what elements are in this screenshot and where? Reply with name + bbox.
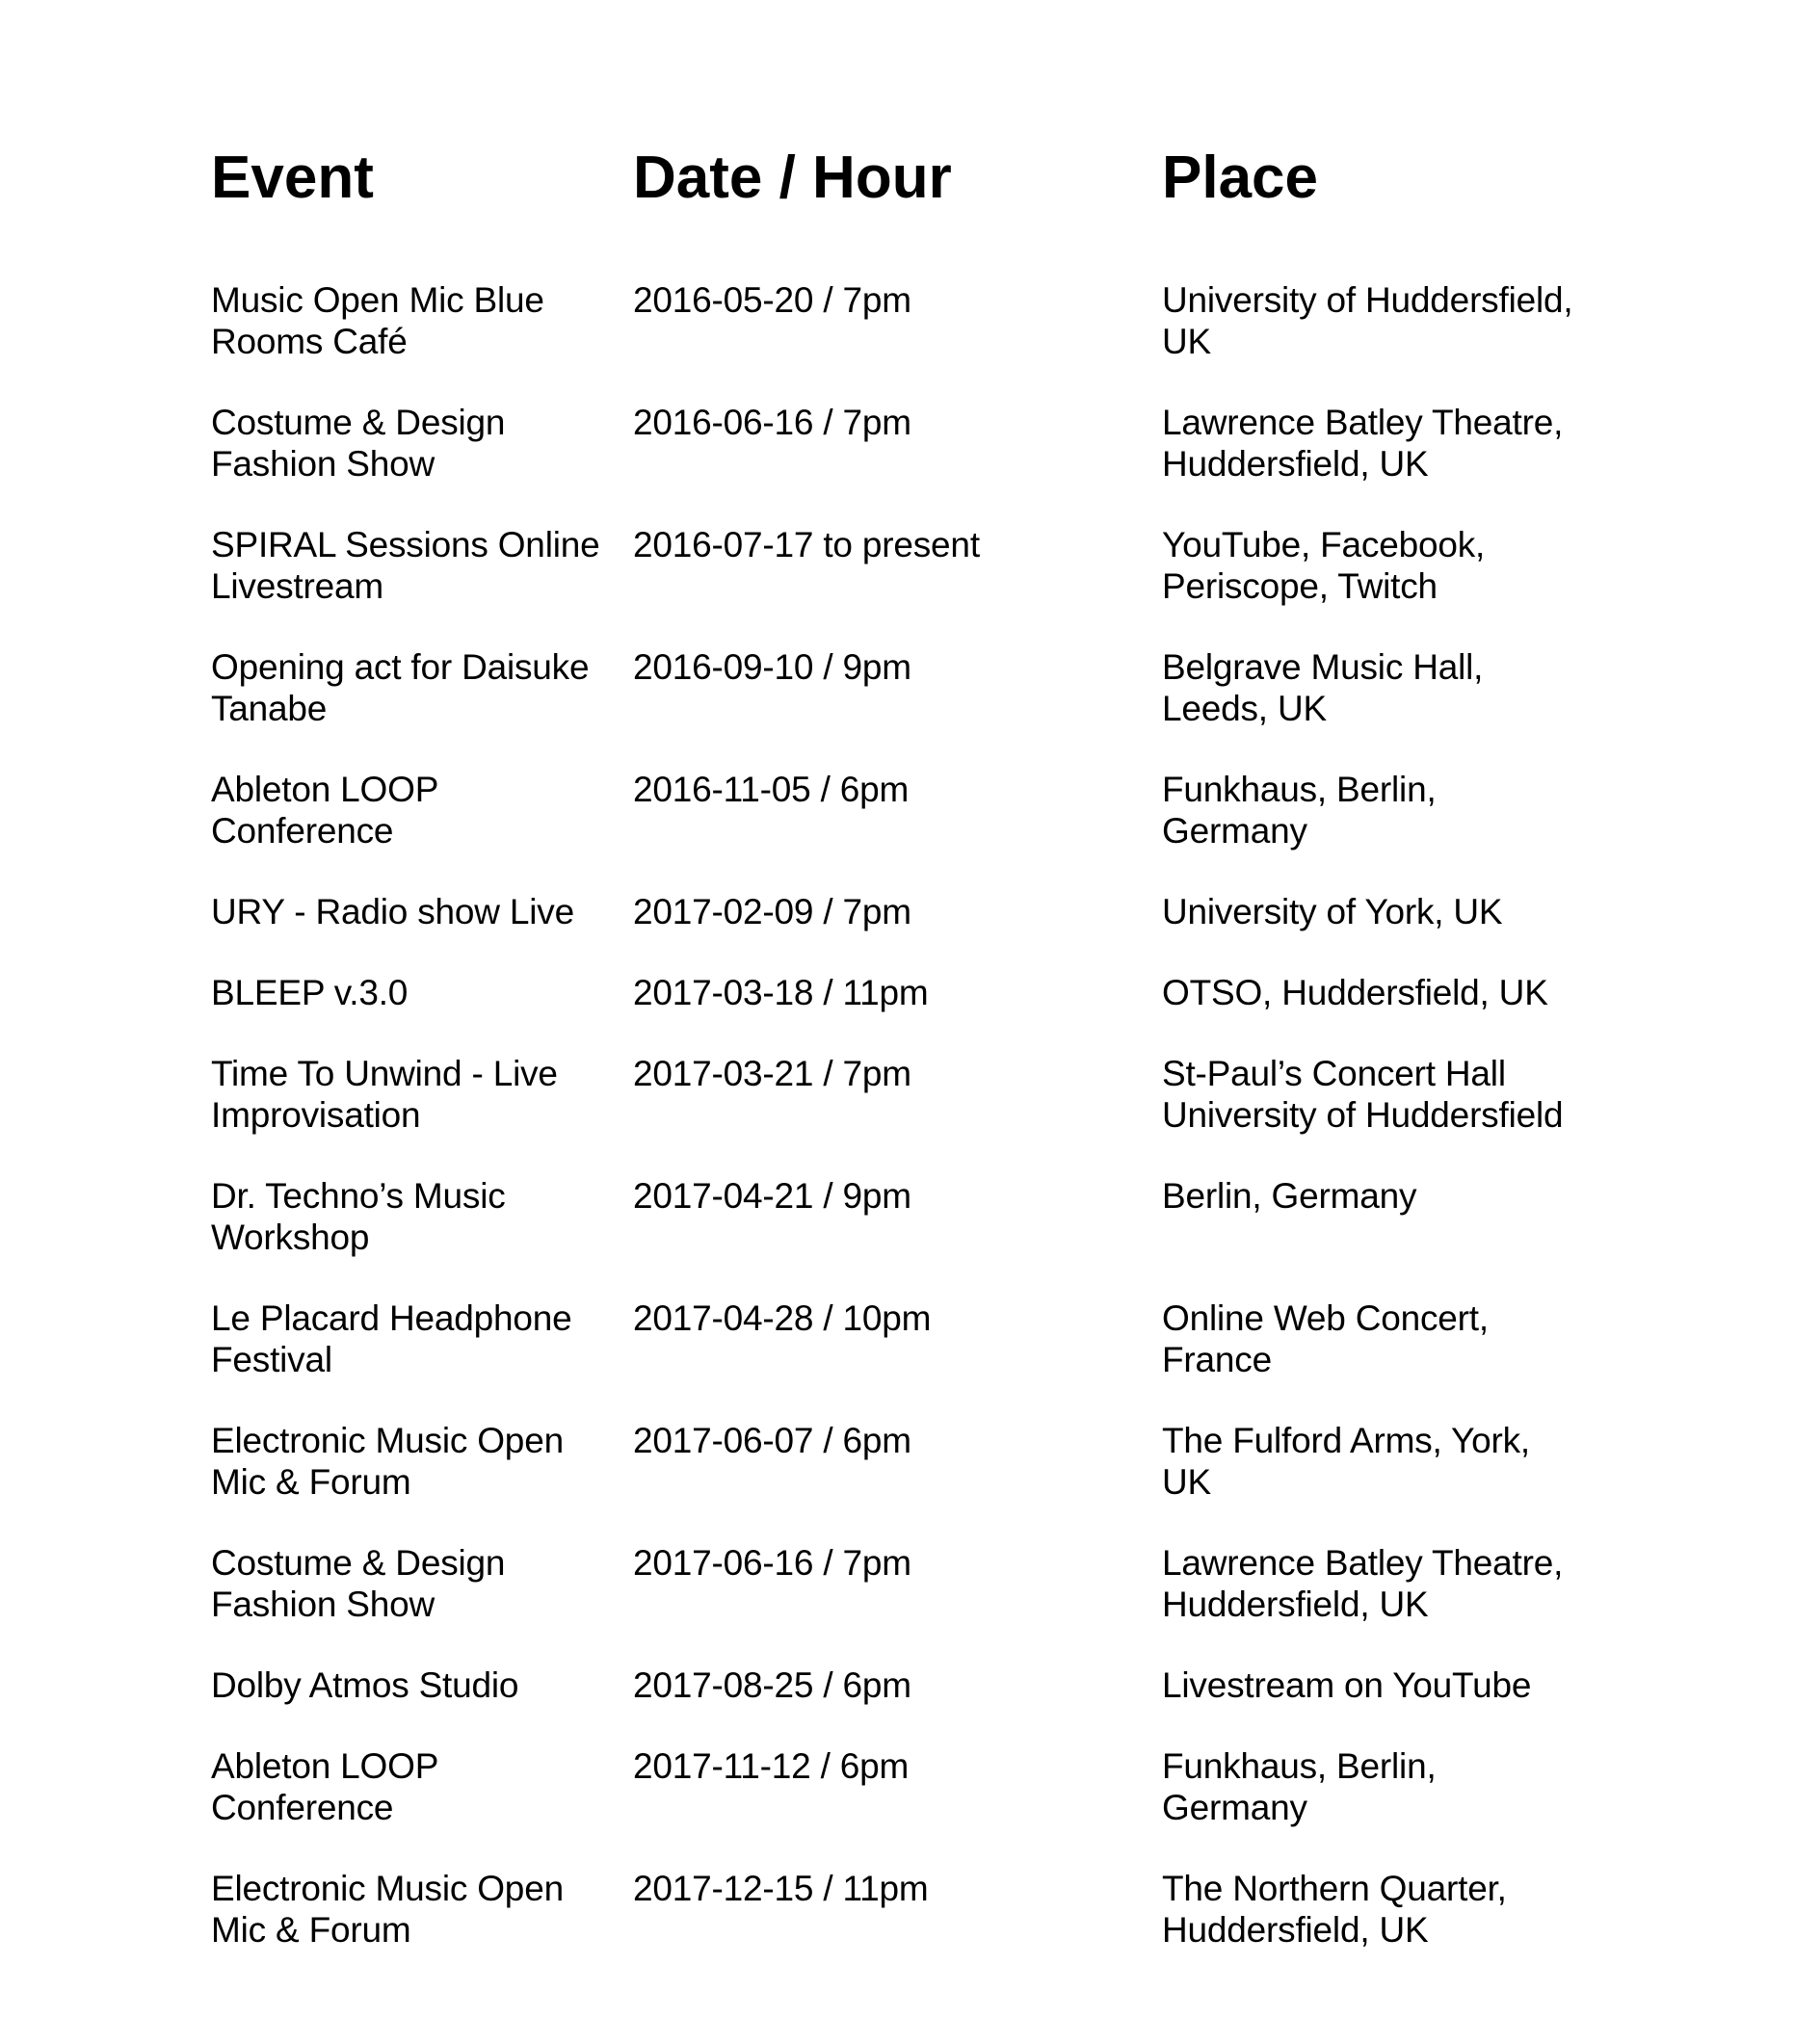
event-date: 2017-11-12 / 6pm (633, 1746, 910, 1786)
event-name: Ableton LOOP Conference (211, 1746, 438, 1827)
event-place: Livestream on YouTube (1162, 1665, 1532, 1705)
event-date: 2017-04-28 / 10pm (633, 1298, 932, 1338)
table-row (211, 646, 1589, 769)
event-place: Lawrence Batley Theatre, Huddersfield, UK (1162, 1543, 1564, 1624)
event-date: 2017-08-25 / 6pm (633, 1665, 911, 1705)
table-row (211, 769, 1589, 891)
event-date: 2016-06-16 / 7pm (633, 403, 911, 442)
event-date: 2017-03-21 / 7pm (633, 1054, 911, 1093)
table-row (211, 1053, 1589, 1175)
event-date: 2017-04-21 / 9pm (633, 1176, 911, 1216)
event-place: St-Paul’s Concert Hall University of Huddersfield (1162, 1054, 1564, 1135)
event-place: YouTube, Facebook, Periscope, Twitch (1162, 525, 1486, 606)
table-row (211, 402, 1589, 524)
event-name: Costume & Design Fashion Show (211, 403, 506, 484)
header-row (211, 144, 1589, 279)
event-name: Music Open Mic Blue Rooms Café (211, 280, 544, 361)
event-name: Costume & Design Fashion Show (211, 1543, 506, 1624)
table-row (211, 1297, 1589, 1420)
table-row (211, 1542, 1589, 1664)
event-place: Funkhaus, Berlin, Germany (1162, 770, 1437, 851)
event-place: Online Web Concert, France (1162, 1298, 1489, 1379)
event-date: 2017-03-18 / 11pm (633, 973, 929, 1012)
event-place: Belgrave Music Hall, Leeds, UK (1162, 647, 1484, 728)
event-place: The Northern Quarter, Huddersfield, UK (1162, 1869, 1507, 1950)
event-date: 2016-09-10 / 9pm (633, 647, 911, 687)
event-name: Dolby Atmos Studio (211, 1665, 519, 1705)
event-name: Dr. Techno’s Music Workshop (211, 1176, 506, 1257)
event-place: The Fulford Arms, York, UK (1162, 1421, 1531, 1502)
event-date: 2017-06-07 / 6pm (633, 1421, 911, 1460)
table-row (211, 891, 1589, 972)
table-header (211, 144, 1589, 279)
table-row (211, 279, 1589, 402)
event-name: BLEEP v.3.0 (211, 973, 409, 1012)
event-name: Electronic Music Open Mic & Forum (211, 1421, 564, 1502)
table-row (211, 1868, 1589, 1990)
table-row (211, 972, 1589, 1053)
event-date: 2016-11-05 / 6pm (633, 770, 910, 809)
event-place: Lawrence Batley Theatre, Huddersfield, UK (1162, 403, 1564, 484)
event-place: OTSO, Huddersfield, UK (1162, 973, 1548, 1012)
event-date: 2017-06-16 / 7pm (633, 1543, 911, 1583)
header-event: Event (211, 144, 374, 211)
event-date: 2017-02-09 / 7pm (633, 892, 911, 931)
event-name: SPIRAL Sessions Online Livestream (211, 525, 600, 606)
event-date: 2017-12-15 / 11pm (633, 1869, 929, 1908)
event-place: University of Huddersfield, UK (1162, 280, 1573, 361)
table-row (211, 524, 1589, 646)
event-name: Ableton LOOP Conference (211, 770, 438, 851)
table-row (211, 1420, 1589, 1542)
table-row (211, 1664, 1589, 1745)
header-date-hour: Date / Hour (633, 144, 952, 211)
event-name: Time To Unwind - Live Improvisation (211, 1054, 558, 1135)
event-name: Le Placard Headphone Festival (211, 1298, 572, 1379)
table-body (211, 279, 1589, 1990)
event-place: Funkhaus, Berlin, Germany (1162, 1746, 1437, 1827)
event-place: Berlin, Germany (1162, 1176, 1417, 1216)
header-place: Place (1162, 144, 1319, 211)
event-name: Electronic Music Open Mic & Forum (211, 1869, 564, 1950)
event-name: URY - Radio show Live (211, 892, 574, 931)
table-row (211, 1745, 1589, 1868)
event-date: 2016-07-17 to present (633, 525, 980, 564)
event-place: University of York, UK (1162, 892, 1503, 931)
event-name: Opening act for Daisuke Tanabe (211, 647, 590, 728)
table-row (211, 1175, 1589, 1297)
event-date: 2016-05-20 / 7pm (633, 280, 911, 320)
events-table (211, 144, 1589, 1990)
